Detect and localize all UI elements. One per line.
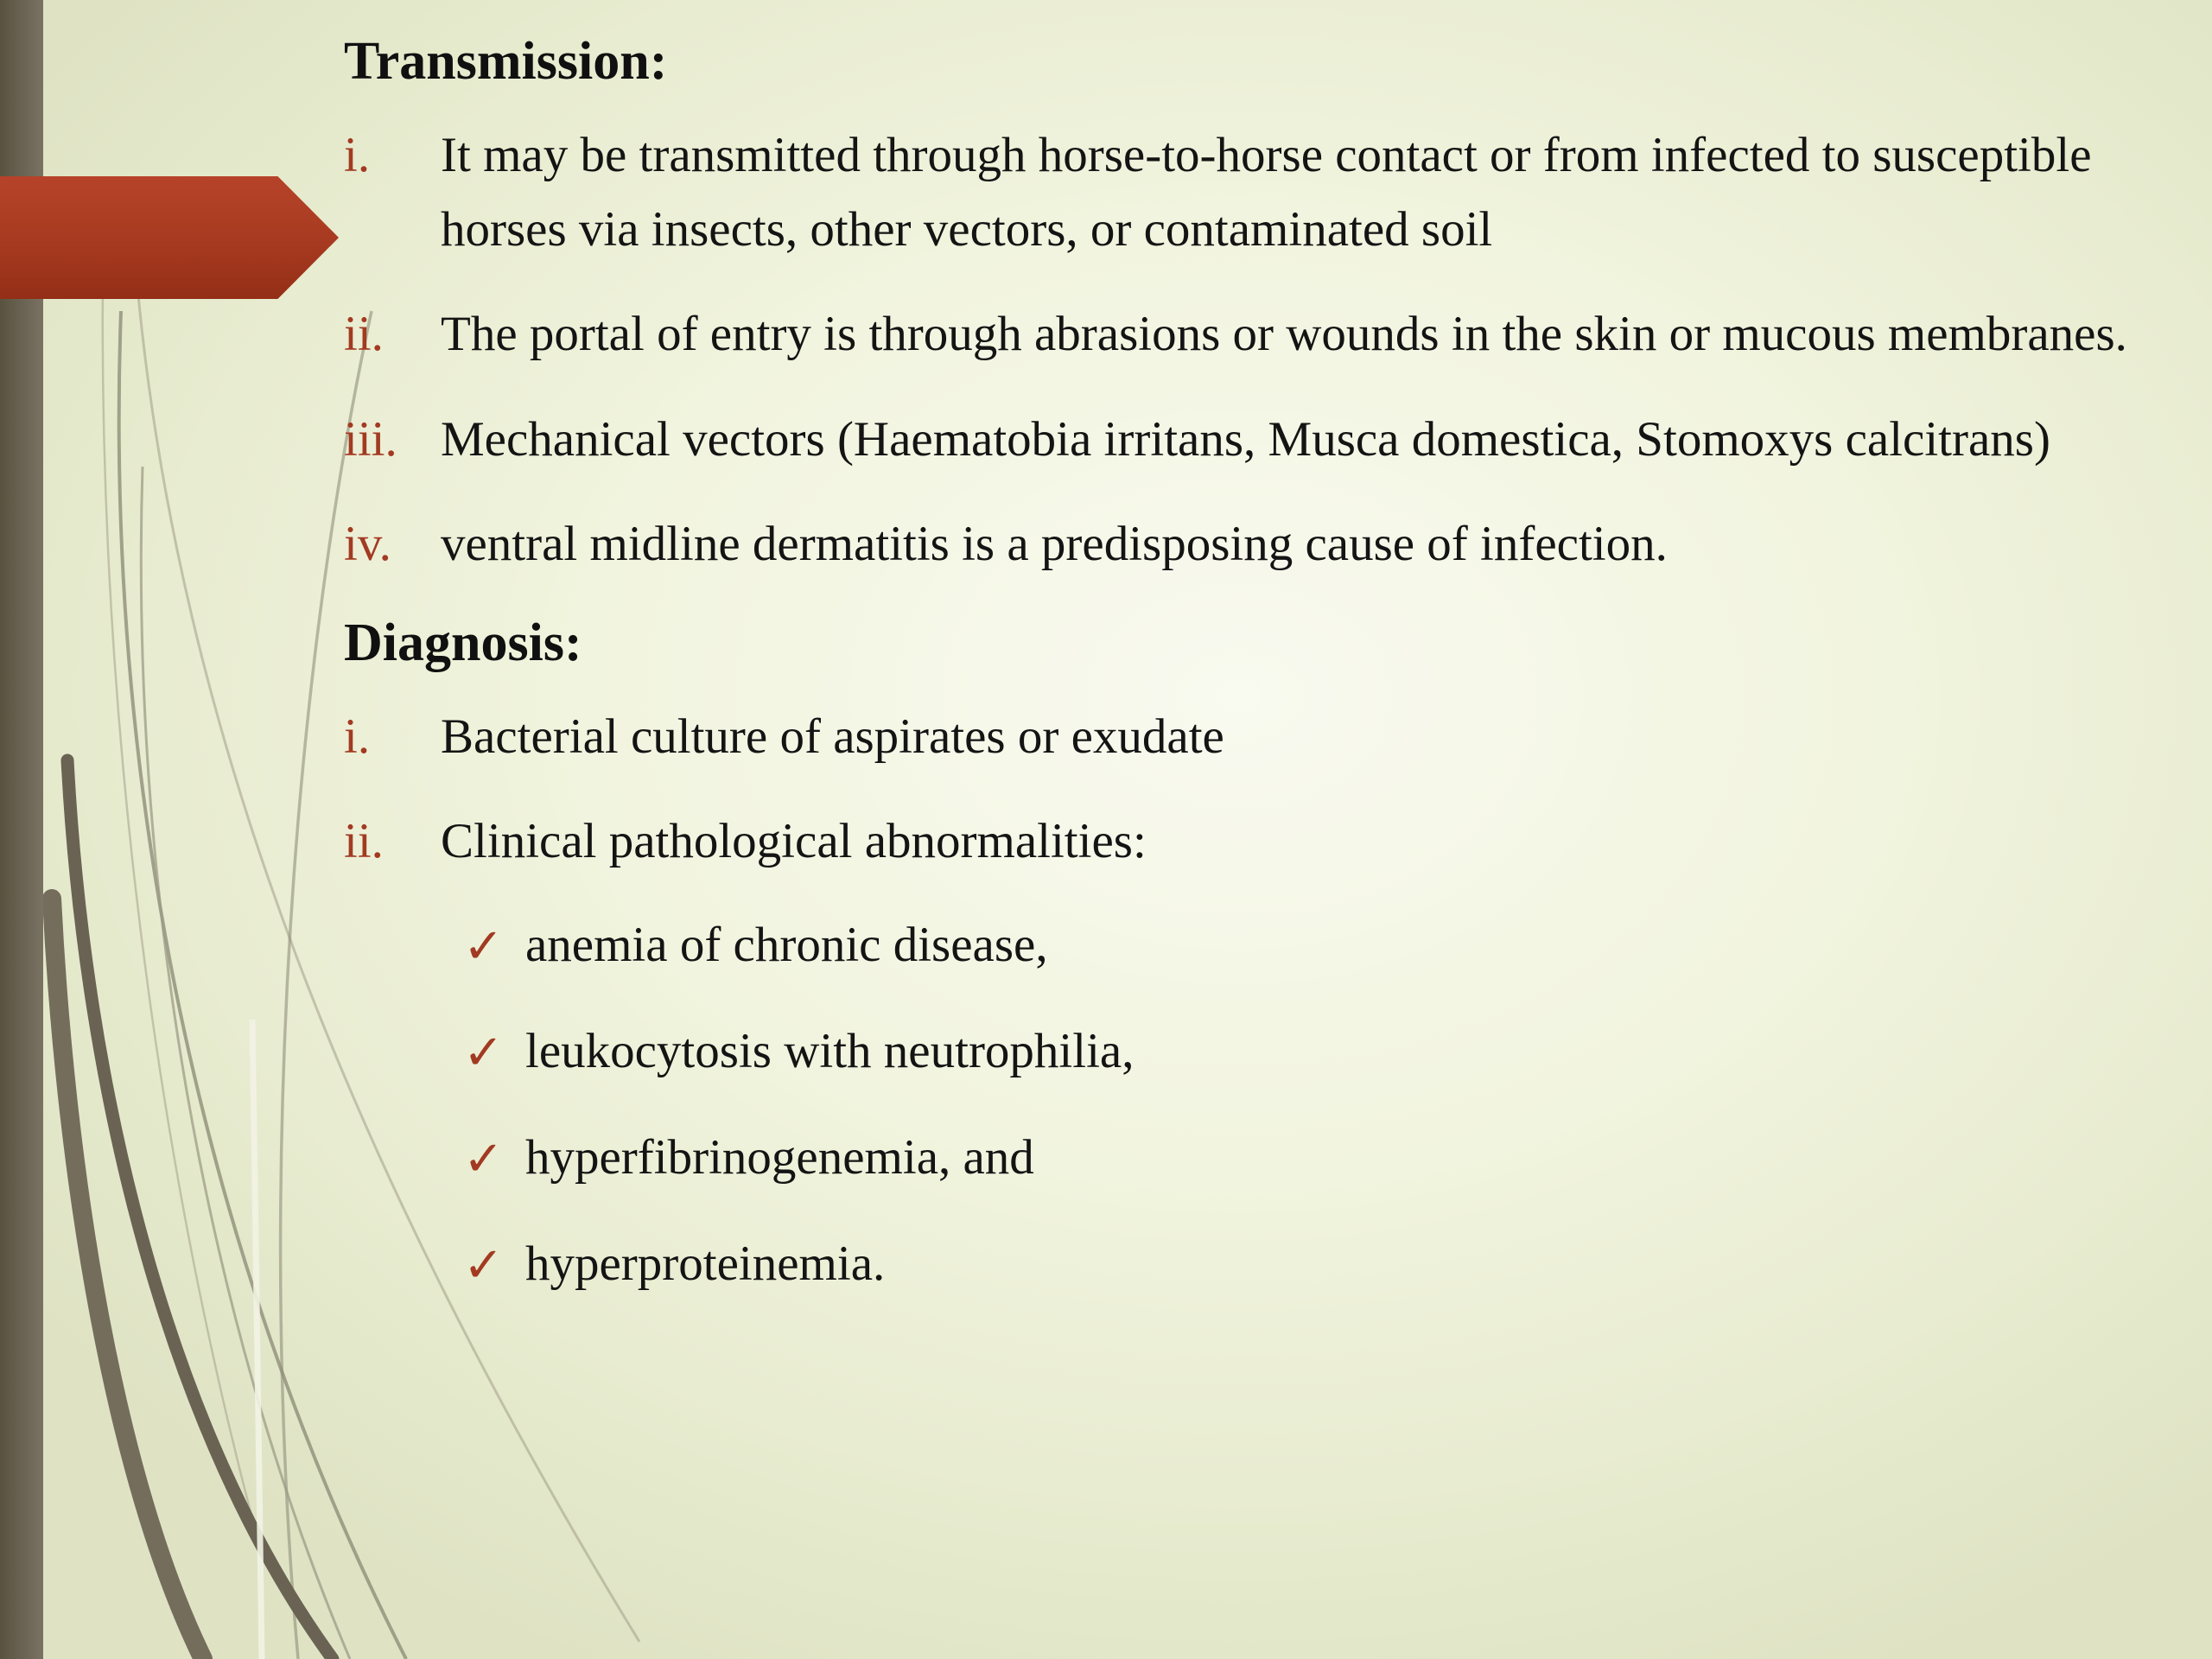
roman-numeral: iii.: [344, 411, 397, 467]
list-item-text: It may be transmitted through horse-to-horse contact or from infected to susceptible horses via insects, other vectors, or contaminated soil: [441, 128, 2092, 257]
checkmark-icon: ✓: [463, 1024, 504, 1081]
roman-numeral: ii.: [344, 307, 384, 361]
list-item: [344, 507, 2186, 582]
grass-blade-thick-1: [67, 760, 333, 1659]
transmission-heading: Transmission:: [344, 32, 668, 91]
list-item: [344, 118, 2186, 266]
grass-blade-light-stem: [252, 1020, 262, 1659]
roman-numeral: iv.: [344, 517, 391, 571]
list-item-text: The portal of entry is through abrasions or wounds in the skin or mucous membranes.: [441, 307, 2127, 361]
diagnosis-list: [344, 700, 2186, 879]
checklist-item: [463, 1229, 2186, 1300]
diagnosis-checklist: [463, 910, 2186, 1301]
checkmark-icon: ✓: [463, 1130, 504, 1187]
grass-blade-thin-3: [103, 216, 251, 1512]
grass-blade-thin-5: [141, 467, 350, 1659]
grass-blade-thick-2: [52, 899, 203, 1659]
roman-numeral: ii.: [344, 814, 384, 868]
roman-numeral: i.: [344, 709, 371, 764]
list-item-text: Bacterial culture of aspirates or exudate: [441, 709, 1224, 764]
list-item-text: Clinical pathological abnormalities:: [441, 814, 1147, 868]
checkmark-icon: ✓: [463, 1237, 504, 1294]
checklist-item-text: anemia of chronic disease,: [525, 917, 1048, 972]
checklist-item-text: hyperfibrinogenemia, and: [525, 1129, 1034, 1185]
checklist-item-text: hyperproteinemia.: [525, 1236, 886, 1292]
list-item-text: Mechanical vectors (Haematobia irritans, Musca domestica, Stomoxys calcitrans): [441, 411, 2050, 467]
transmission-list: [344, 118, 2186, 582]
checklist-item: [463, 1016, 2186, 1088]
checklist-item: [463, 910, 2186, 982]
checklist-item-text: leukocytosis with neutrophilia,: [525, 1023, 1135, 1078]
list-item: [344, 297, 2186, 372]
diagnosis-heading: Diagnosis:: [344, 613, 582, 672]
checkmark-icon: ✓: [463, 918, 504, 975]
red-arrow-pointer: [0, 176, 339, 299]
list-item: [344, 804, 2186, 879]
list-item: [344, 700, 2186, 774]
roman-numeral: i.: [344, 128, 371, 182]
list-item: [344, 403, 2186, 477]
slide-content: [344, 31, 2186, 1335]
list-item-text: ventral midline dermatitis is a predisposing cause of infection.: [441, 517, 1668, 571]
checklist-item: [463, 1122, 2186, 1194]
